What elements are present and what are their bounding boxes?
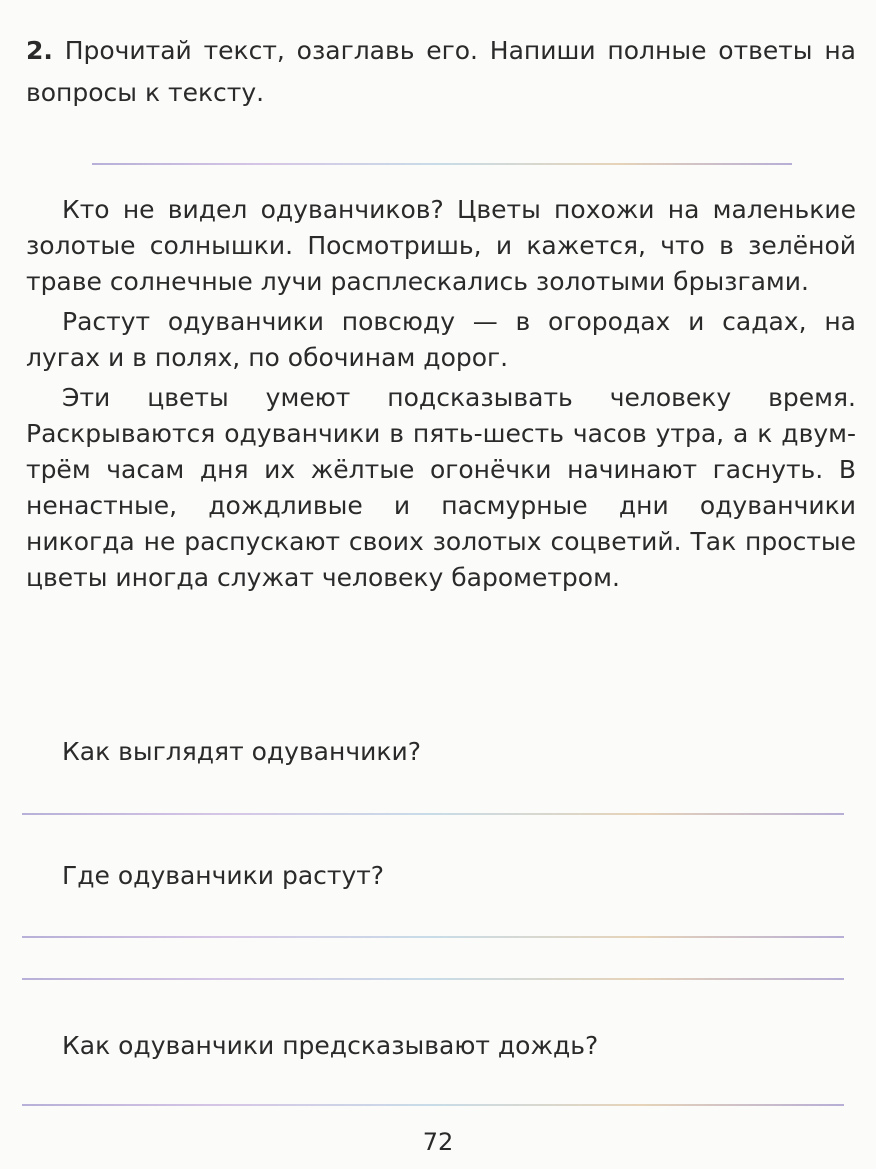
reading-text: [26, 192, 856, 600]
question-1: Как выглядят одуванчики?: [62, 737, 421, 766]
answer-line-1[interactable]: [22, 813, 844, 815]
answer-line-2[interactable]: [22, 936, 844, 938]
page-number: 72: [422, 1128, 454, 1156]
title-answer-line[interactable]: [92, 163, 792, 165]
task-instruction: Прочитай текст, озаглавь его. Напиши полные ответы на вопросы к тексту.: [26, 36, 856, 107]
answer-line-3[interactable]: [22, 978, 844, 980]
text-paragraph-3: Эти цветы умеют подсказывать человеку время. Раскрываются одуванчики в пять-шесть часов утра, а к двум-трём часам дня их жёлтые огонёчки начинают гаснуть. В ненастные, дождливые и пасмурные дни одуванчики никогда не распускают своих золотых соцветий. Так простые цветы иногда служат человеку барометром.: [26, 383, 856, 592]
question-3: Как одуванчики предсказывают дождь?: [62, 1031, 599, 1060]
answer-line-4[interactable]: [22, 1104, 844, 1106]
text-paragraph-1: Кто не видел одуванчиков? Цветы похожи на маленькие золотые солнышки. Посмотришь, и кажется, что в зелёной траве солнечные лучи расплескались золотыми брызгами.: [26, 195, 856, 296]
question-2: Где одуванчики растут?: [62, 861, 385, 890]
text-paragraph-2: Растут одуванчики повсюду — в огородах и садах, на лугах и в полях, по обочинам дорог.: [26, 307, 856, 372]
task-number: 2.: [26, 36, 53, 65]
task-header: [26, 30, 856, 114]
